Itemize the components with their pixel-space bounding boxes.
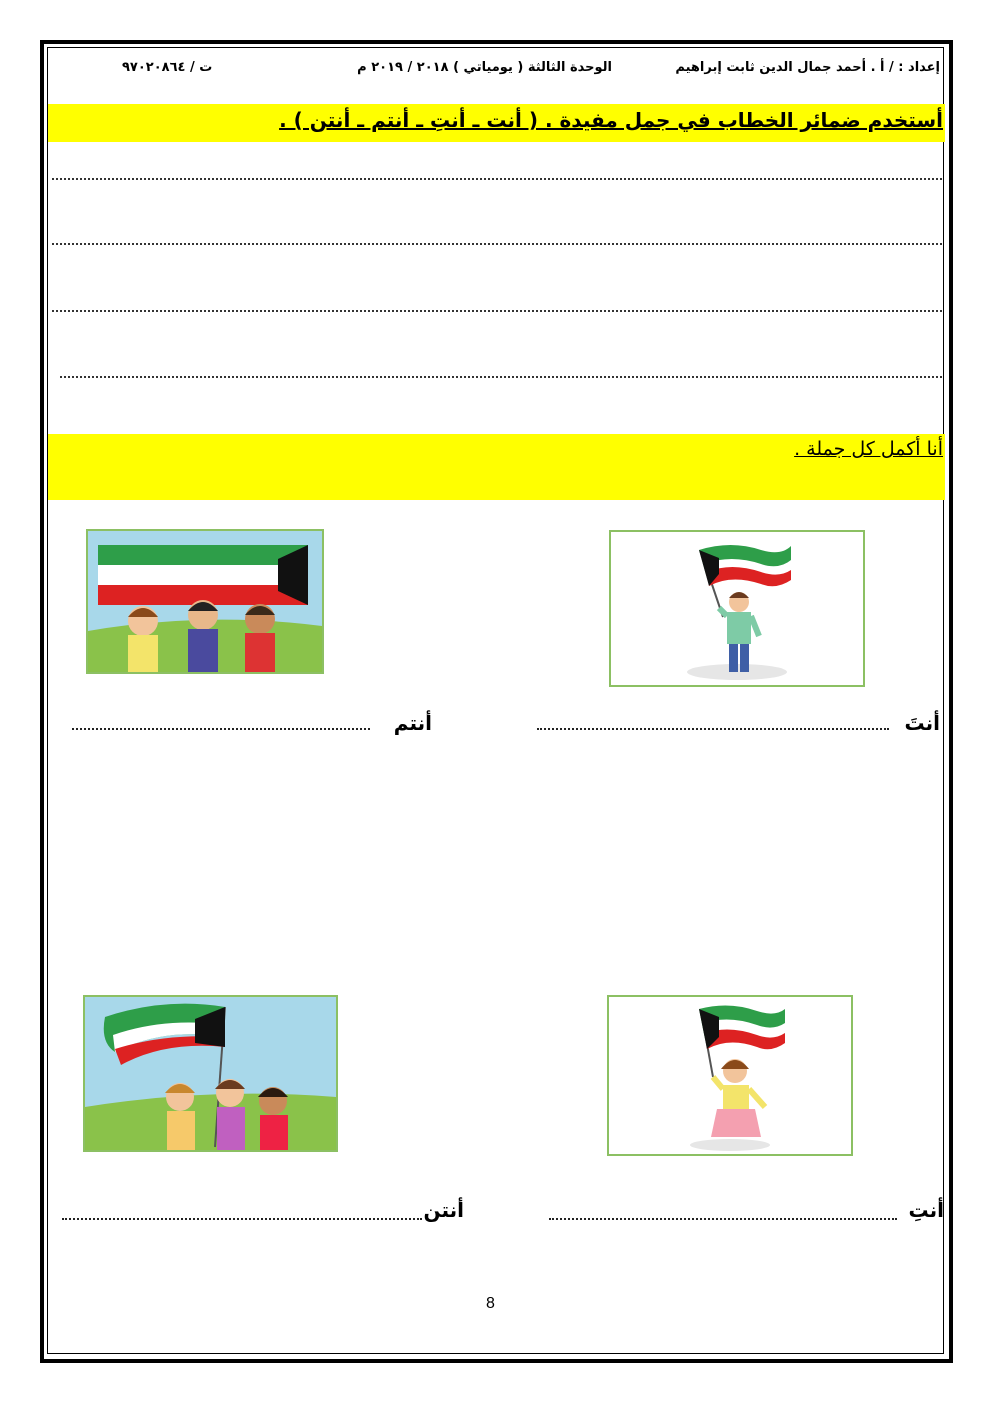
pronoun-anti: أنتِ: [908, 1198, 944, 1222]
answer-line[interactable]: [60, 376, 942, 378]
pronoun-antum: أنتم: [393, 711, 432, 735]
unit-line: الوحدة الثالثة ( يومياتي ) ٢٠١٨ / ٢٠١٩ م: [357, 60, 612, 75]
answer-line[interactable]: [52, 310, 942, 312]
completion-line-antum[interactable]: [72, 728, 370, 730]
pronoun-antunna: أنتن: [423, 1198, 464, 1222]
completion-line-anti[interactable]: [549, 1218, 897, 1220]
girls-holding-flag-image: [83, 995, 338, 1152]
exercise1-instruction: أستخدم ضمائر الخطاب في جمل مفيدة . ( أنت ـ أنتِ ـ أنتم ـ أنتن ) .: [279, 108, 943, 132]
answer-line[interactable]: [52, 178, 942, 180]
exercise2-highlight: [48, 434, 945, 500]
exercise1-highlight: [48, 104, 945, 142]
page-number: 8: [486, 1295, 495, 1312]
phone-line: ت / ٩٧٠٢٠٨٦٤: [122, 60, 213, 75]
girl-waving-flag-image: [607, 995, 853, 1156]
completion-line-anta[interactable]: [537, 728, 889, 730]
pronoun-anta: أنتَ: [904, 711, 940, 735]
completion-line-antunna[interactable]: [62, 1218, 422, 1220]
author-line: إعداد : / أ . أحمد جمال الدين ثابت إبراهيم: [675, 60, 940, 75]
boy-waving-flag-image: [609, 530, 865, 687]
boys-holding-flag-image: [86, 529, 324, 674]
answer-line[interactable]: [52, 243, 942, 245]
exercise2-instruction: أنا أكمل كل جملة .: [794, 438, 943, 460]
